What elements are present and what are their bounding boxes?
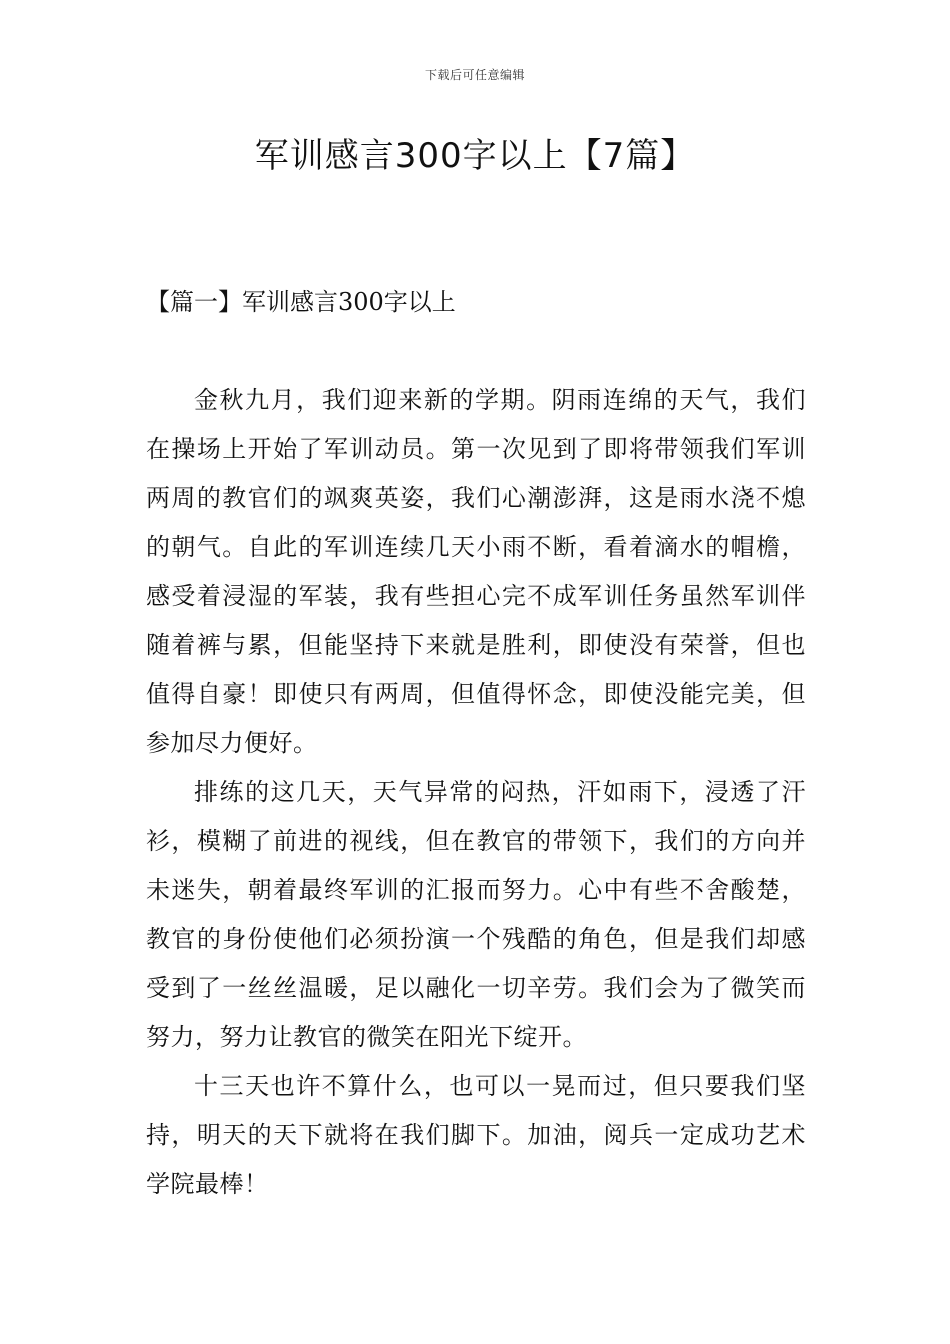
paragraph-2: 排练的这几天，天气异常的闷热，汗如雨下，浸透了汗衫，模糊了前进的视线，但在教官的带领下，我们的方向并未迷失，朝着最终军训的汇报而努力。心中有些不舍酸楚，教官的身份使他们必须扮演一个残酷的角色，但是我们却感受到了一丝丝温暖，足以融化一切辛劳。我们会为了微笑而努力，努力让教官的微笑在阳光下绽开。 [146, 778, 806, 1051]
document-title: 军训感言300字以上【7篇】 [254, 136, 696, 176]
paragraph-1: 金秋九月，我们迎来新的学期。阴雨连绵的天气，我们在操场上开始了军训动员。第一次见到了即将带领我们军训两周的教官们的飒爽英姿，我们心潮澎湃，这是雨水浇不熄的朝气。自此的军训连续几天小雨不断，看着滴水的帽檐，感受着浸湿的军装，我有些担心完不成军训任务虽然军训伴随着裤与累，但能坚持下来就是胜利，即使没有荣誉，但也值得自豪！即使只有两周，但值得怀念，即使没能完美，但参加尽力便好。 [146, 386, 806, 757]
header-note: 下载后可任意编辑 [424, 68, 525, 82]
section-heading: 【篇一】军训感言300字以上 [146, 288, 456, 316]
document-body [146, 376, 806, 1209]
paragraph-3: 十三天也许不算什么，也可以一晃而过，但只要我们坚持，明天的天下就将在我们脚下。加油，阅兵一定成功艺术学院最棒！ [146, 1072, 806, 1198]
